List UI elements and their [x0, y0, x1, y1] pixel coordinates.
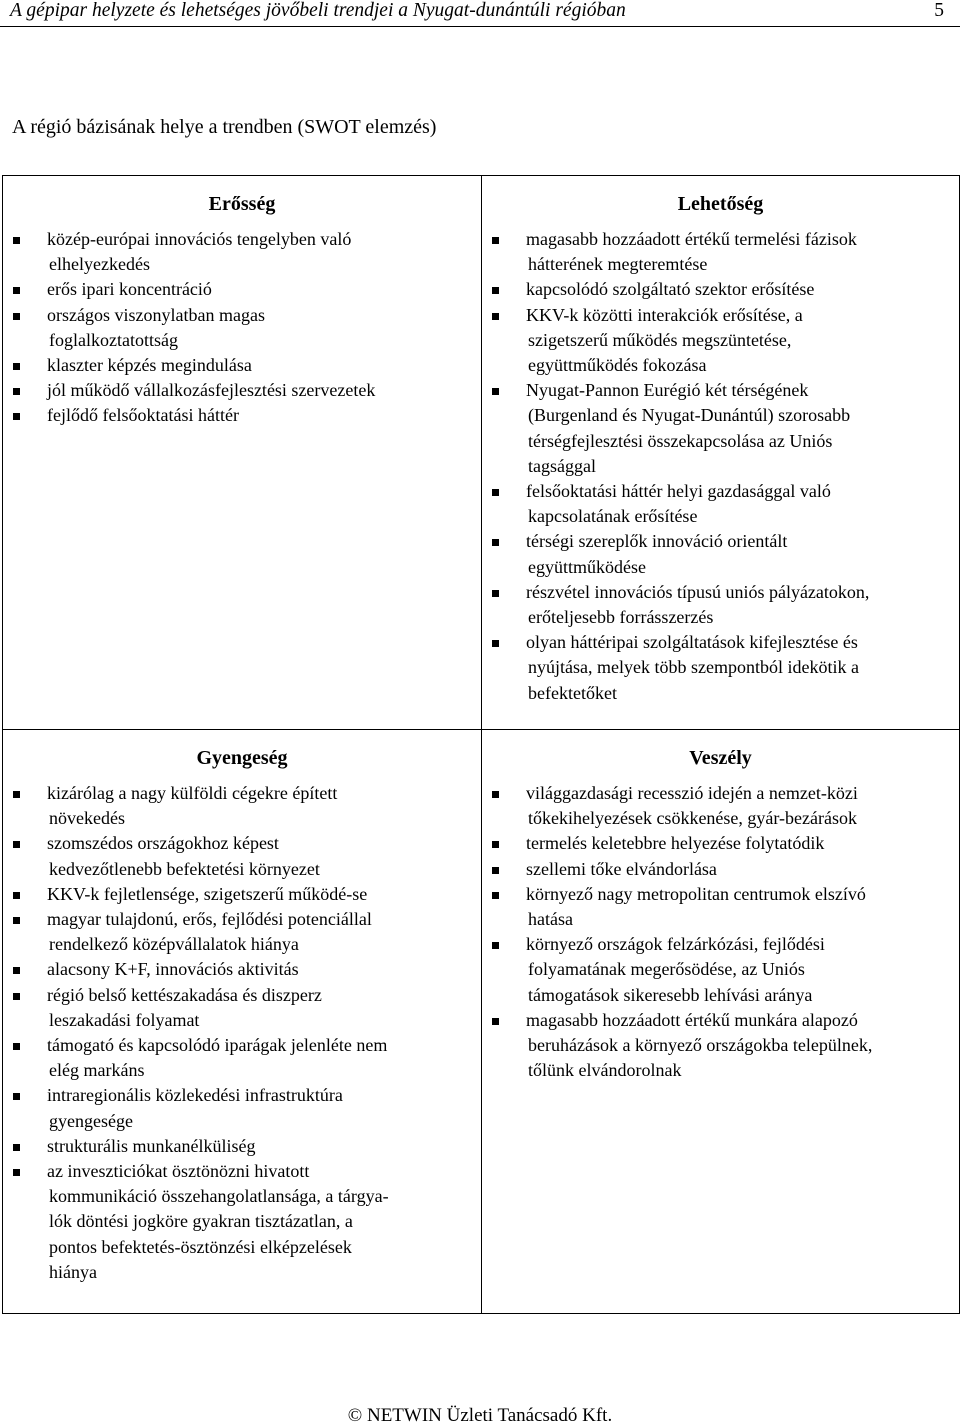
list-item: [3, 1083, 481, 1133]
page-header: [0, 0, 960, 27]
list-item-text: kommunikáció összehangolatlansága, a tárgya-: [49, 1186, 389, 1207]
list-item: [482, 781, 959, 831]
running-title: A gépipar helyzete és lehetséges jövőbeli trendjei a Nyugat-dunántúli régióban: [10, 0, 626, 21]
list-item-text: termelés keletebbre helyezése folytatódik: [526, 833, 825, 854]
list-item-text: környező országok felzárkózási, fejlődési: [526, 934, 825, 955]
square-bullet-icon: [13, 791, 20, 798]
list-item: [482, 857, 959, 882]
list-item-text: tőkekihelyezések csökkenése, gyár-bezárások: [528, 808, 857, 829]
list-item-text: szellemi tőke elvándorlása: [526, 858, 717, 879]
list-item-text: kapcsolódó szolgáltató szektor erősítése: [526, 279, 815, 300]
strengths-cell: [3, 176, 482, 730]
square-bullet-icon: [13, 313, 20, 320]
list-item: [482, 882, 959, 932]
list-item: [3, 1134, 481, 1159]
list-item-text: (Burgenland és Nyugat-Dunántúl) szorosabb: [528, 405, 851, 426]
list-item-text: támogatások sikeresebb lehívási aránya: [528, 984, 813, 1005]
list-item-text: intraregionális közlekedési infrastruktúra: [47, 1085, 343, 1106]
swot-table: [2, 175, 960, 1314]
threats-title: Veszély: [689, 747, 752, 769]
page-footer: © NETWIN Üzleti Tanácsadó Kft.: [347, 1405, 613, 1426]
list-item: [482, 303, 959, 379]
list-item: [3, 1159, 481, 1285]
list-item-text: szigetszerű működés megszüntetése,: [528, 329, 792, 350]
square-bullet-icon: [492, 942, 499, 949]
list-item-text: közép-európai innovációs tengelyben való: [47, 229, 352, 249]
list-item-text: növekedés: [49, 808, 125, 829]
list-item-text: környező nagy metropolitan centrumok elszívó: [526, 883, 866, 904]
square-bullet-icon: [13, 1144, 20, 1151]
square-bullet-icon: [492, 867, 499, 874]
list-item-text: nyújtása, melyek több szempontból idekötik a: [528, 657, 859, 678]
list-item-text: beruházások a környező országokba települnek,: [528, 1035, 873, 1056]
list-item-text: hatása: [528, 909, 573, 930]
list-item-text: folyamatának megerősödése, az Uniós: [528, 959, 805, 980]
list-item-text: rendelkező középvállalatok hiánya: [49, 934, 299, 955]
list-item: [3, 227, 481, 277]
list-item-text: Nyugat-Pannon Eurégió két térségének: [526, 380, 809, 401]
list-item-text: alacsony K+F, innovációs aktivitás: [47, 959, 299, 980]
square-bullet-icon: [13, 1043, 20, 1050]
square-bullet-icon: [13, 967, 20, 974]
list-item-text: strukturális munkanélküliség: [47, 1135, 256, 1156]
threats-list: [482, 781, 959, 1083]
list-item-text: klaszter képzés megindulása: [47, 355, 252, 376]
list-item: [482, 529, 959, 579]
list-item: [3, 1033, 481, 1083]
weaknesses-list: [3, 781, 481, 1285]
list-item: [482, 630, 959, 706]
list-item: [482, 479, 959, 529]
list-item-text: erőteljesebb forrásszerzés: [528, 607, 714, 628]
list-item-text: foglalkoztatottság: [49, 329, 178, 350]
strengths-title: Erősség: [208, 193, 276, 215]
list-item: [3, 957, 481, 982]
list-item-text: kedvezőtlenebb befektetési környezet: [49, 858, 320, 879]
list-item-text: olyan háttéripai szolgáltatások kifejlesztése és: [526, 632, 858, 653]
list-item: [3, 353, 481, 378]
list-item-text: fejlődő felsőoktatási háttér: [47, 405, 239, 426]
opportunities-title: Lehetőség: [677, 193, 764, 215]
list-item-text: felsőoktatási háttér helyi gazdasággal való: [526, 481, 831, 502]
square-bullet-icon: [492, 1018, 499, 1025]
list-item: [3, 983, 481, 1033]
square-bullet-icon: [13, 892, 20, 899]
square-bullet-icon: [492, 539, 499, 546]
opportunities-cell: [482, 176, 960, 730]
square-bullet-icon: [492, 791, 499, 798]
square-bullet-icon: [492, 388, 499, 395]
list-item-text: térségi szereplők innováció orientált: [526, 531, 788, 552]
list-item-text: pontos befektetés-ösztönzési elképzelések: [49, 1236, 352, 1257]
square-bullet-icon: [13, 993, 20, 1000]
list-item: [3, 277, 481, 302]
list-item: [3, 781, 481, 831]
square-bullet-icon: [492, 237, 499, 244]
opportunities-list: [482, 227, 959, 706]
list-item-text: KKV-k fejletlensége, szigetszerű működé-se: [47, 883, 368, 904]
square-bullet-icon: [492, 841, 499, 848]
square-bullet-icon: [492, 892, 499, 899]
list-item-text: kapcsolatának erősítése: [528, 506, 698, 527]
list-item-text: tőlünk elvándorolnak: [528, 1060, 682, 1081]
list-item-text: országos viszonylatban magas: [47, 304, 265, 325]
square-bullet-icon: [13, 237, 20, 244]
list-item-text: gyengesége: [49, 1110, 133, 1131]
list-item-text: hátterének megteremtése: [528, 254, 708, 275]
list-item-text: elég markáns: [49, 1060, 145, 1081]
list-item-text: magyar tulajdonú, erős, fejlődési potenciállal: [47, 909, 372, 930]
list-item: [3, 907, 481, 957]
list-item-text: magasabb hozzáadott értékű termelési fázisok: [526, 229, 857, 249]
square-bullet-icon: [13, 287, 20, 294]
list-item-text: magasabb hozzáadott értékű munkára alapozó: [526, 1009, 858, 1030]
list-item-text: KKV-k közötti interakciók erősítése, a: [526, 304, 803, 325]
weaknesses-title: Gyengeség: [196, 747, 288, 769]
list-item-text: térségfejlesztési összekapcsolása az Uniós: [528, 430, 833, 451]
list-item: [482, 227, 959, 277]
list-item: [482, 1008, 959, 1084]
list-item-text: támogató és kapcsolódó iparágak jelenléte nem: [47, 1035, 388, 1056]
list-item: [3, 403, 481, 428]
list-item-text: lók döntési jogköre gyakran tisztázatlan, a: [49, 1211, 353, 1232]
weaknesses-cell: [3, 730, 482, 1314]
list-item-text: befektetőket: [528, 682, 617, 703]
list-item-text: jól működő vállalkozásfejlesztési szervezetek: [47, 380, 376, 401]
list-item-text: szomszédos országokhoz képest: [47, 833, 279, 854]
square-bullet-icon: [13, 363, 20, 370]
square-bullet-icon: [492, 590, 499, 597]
square-bullet-icon: [13, 917, 20, 924]
list-item: [482, 277, 959, 302]
square-bullet-icon: [13, 1093, 20, 1100]
square-bullet-icon: [13, 841, 20, 848]
square-bullet-icon: [492, 287, 499, 294]
list-item: [482, 831, 959, 856]
list-item-text: világgazdasági recesszió idején a nemzet-közi: [526, 783, 858, 803]
strengths-list: [3, 227, 481, 429]
page-number: 5: [934, 0, 944, 21]
list-item-text: tagsággal: [528, 455, 596, 476]
section-title: A régió bázisának helye a trendben (SWOT elemzés): [12, 116, 437, 138]
list-item-text: régió belső kettészakadása és diszperz: [47, 984, 322, 1005]
list-item-text: részvétel innovációs típusú uniós pályázatokon,: [526, 581, 870, 602]
list-item: [482, 580, 959, 630]
threats-cell: [482, 730, 960, 1314]
list-item: [3, 378, 481, 403]
list-item: [3, 303, 481, 353]
square-bullet-icon: [492, 489, 499, 496]
list-item-text: erős ipari koncentráció: [47, 279, 212, 300]
square-bullet-icon: [13, 388, 20, 395]
list-item: [3, 882, 481, 907]
list-item: [482, 932, 959, 1008]
square-bullet-icon: [492, 313, 499, 320]
square-bullet-icon: [492, 640, 499, 647]
square-bullet-icon: [13, 1169, 20, 1176]
list-item-text: kizárólag a nagy külföldi cégekre épített: [47, 783, 338, 803]
list-item-text: hiánya: [49, 1261, 97, 1282]
list-item-text: együttműködése: [528, 556, 646, 577]
list-item-text: leszakadási folyamat: [49, 1009, 200, 1030]
list-item-text: az inveszticiókat ösztönözni hivatott: [47, 1161, 310, 1182]
list-item: [482, 378, 959, 479]
square-bullet-icon: [13, 413, 20, 420]
list-item-text: elhelyezkedés: [49, 254, 150, 275]
list-item: [3, 831, 481, 881]
list-item-text: együttműködés fokozása: [528, 355, 707, 376]
